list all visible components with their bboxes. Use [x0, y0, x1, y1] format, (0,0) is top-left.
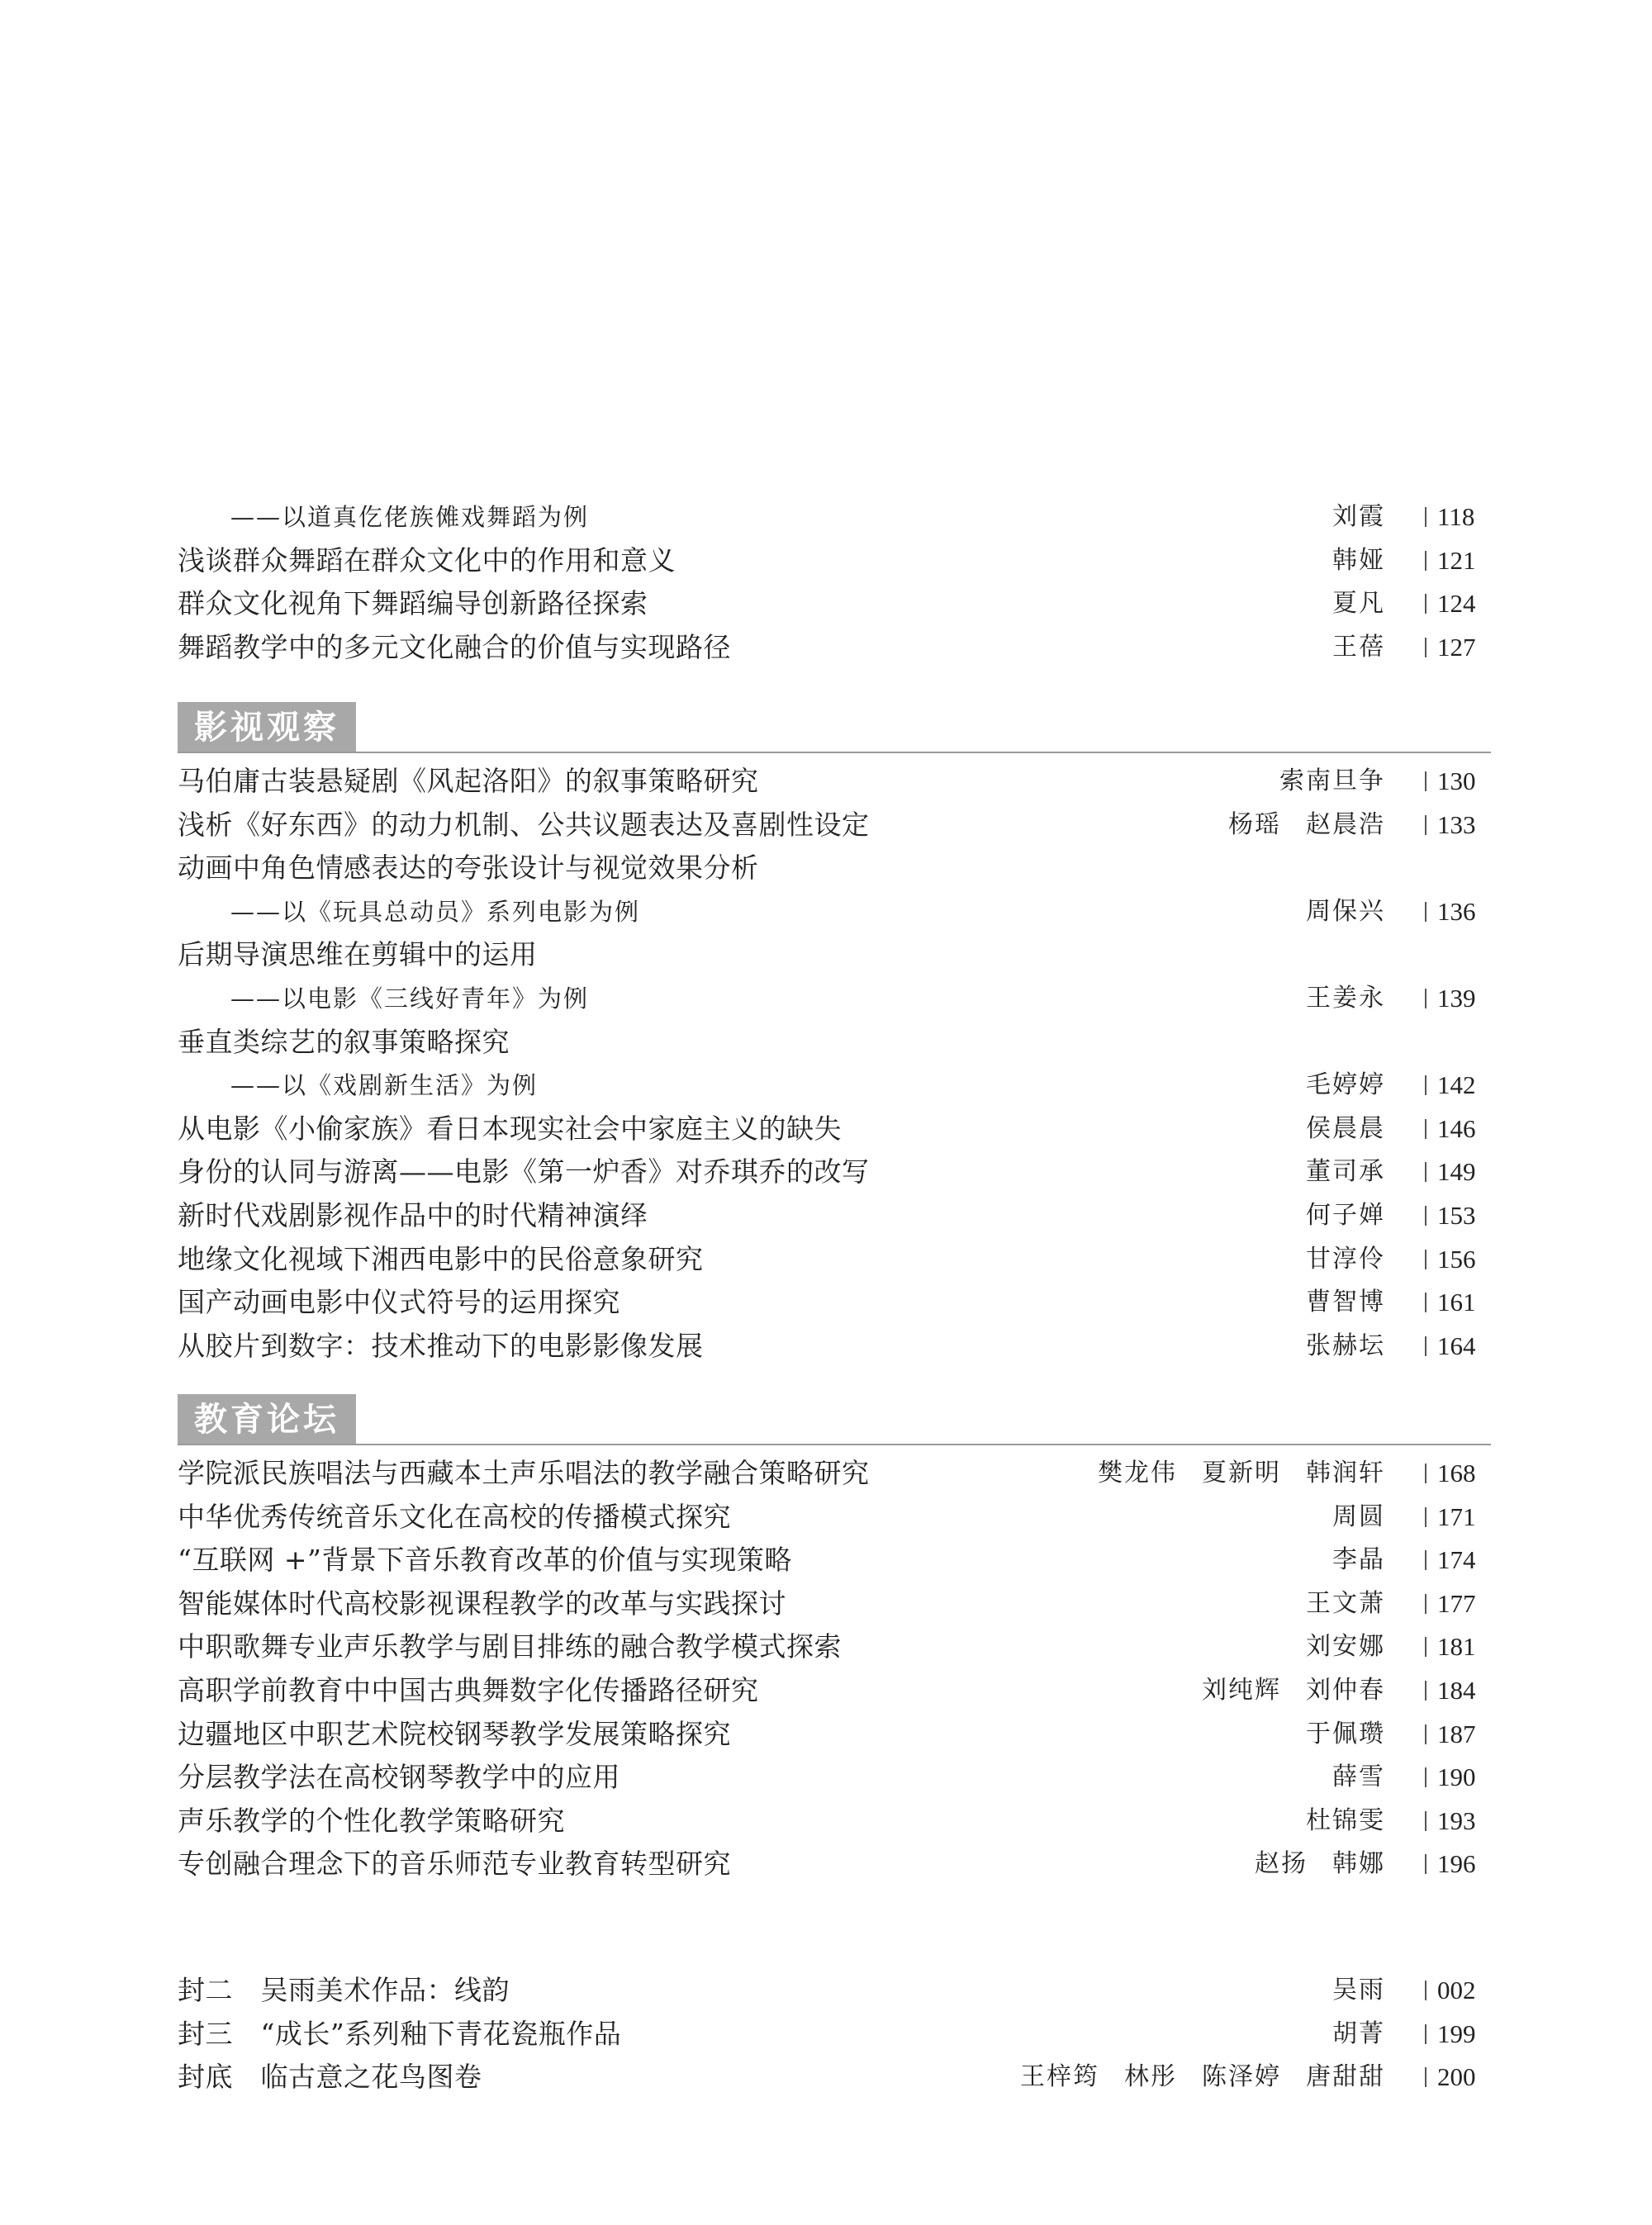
- entry-authors: [1308, 1539, 1385, 1582]
- author-name: 薛雪: [1332, 1762, 1385, 1792]
- page-number: 121: [1437, 545, 1476, 575]
- entry-authors: [1308, 1969, 1385, 2012]
- entry-title: 封二 吴雨美术作品：线韵: [178, 1974, 510, 2006]
- entry-authors: [1281, 1582, 1385, 1625]
- author-name: 王姜永: [1306, 984, 1385, 1013]
- author-name: 胡菁: [1332, 2019, 1385, 2048]
- page-number: 002: [1437, 1976, 1476, 2004]
- entry-title: 专创融合理念下的音乐师范专业教育转型研究: [178, 1848, 731, 1881]
- page-number: 171: [1437, 1502, 1476, 1531]
- toc-entry[interactable]: [178, 847, 1491, 890]
- entry-authors: [1308, 582, 1385, 625]
- toc-entry[interactable]: [178, 2056, 1491, 2099]
- toc-entry[interactable]: [178, 933, 1491, 976]
- author-name: 刘霞: [1332, 502, 1385, 531]
- entry-authors: [1073, 1452, 1385, 1495]
- author-name: 吴雨: [1332, 1976, 1385, 2004]
- toc-entry[interactable]: [178, 804, 1491, 847]
- entry-authors: [1281, 1325, 1385, 1368]
- entry-title: 舞蹈教学中的多元文化融合的价值与实现路径: [178, 630, 731, 663]
- toc-entry[interactable]: [178, 1281, 1491, 1324]
- page-separator: [1425, 989, 1427, 1008]
- page-separator: [1425, 1206, 1427, 1226]
- author-name: 李晶: [1332, 1545, 1385, 1575]
- toc-entry[interactable]: [178, 1238, 1491, 1281]
- entry-title: 学院派民族唱法与西藏本土声乐唱法的教学融合策略研究: [178, 1457, 870, 1489]
- entry-authors: [1281, 1064, 1385, 1107]
- entry-subtitle: ——以道真仡佬族傩戏舞蹈为例: [230, 503, 590, 531]
- page-number: 161: [1437, 1288, 1476, 1317]
- section-header: [178, 702, 1491, 753]
- page-number: 196: [1437, 1849, 1476, 1879]
- page-separator: [1425, 1637, 1427, 1657]
- page-number: 118: [1437, 502, 1475, 531]
- author-name: 刘安娜: [1306, 1632, 1385, 1662]
- entry-authors: [1281, 1150, 1385, 1193]
- entry-title: 中华优秀传统音乐文化在高校的传播模式探究: [178, 1500, 731, 1533]
- toc-entry[interactable]: [178, 1969, 1491, 2012]
- entry-authors: [1281, 1281, 1385, 1324]
- page-number: 177: [1437, 1588, 1476, 1618]
- entry-title: 智能媒体时代高校影视课程教学的改革与实践探讨: [178, 1587, 786, 1620]
- toc-entry[interactable]: [178, 1150, 1491, 1193]
- author-name: 何子婵: [1306, 1201, 1385, 1230]
- page-number: 149: [1437, 1157, 1476, 1187]
- entry-title: 群众文化视角下舞蹈编导创新路径探索: [178, 587, 648, 620]
- entry-authors: [1177, 1669, 1385, 1712]
- page-number: 146: [1437, 1113, 1476, 1143]
- page-separator: [1425, 1550, 1427, 1570]
- entry-title: 垂直类综艺的叙事策略探究: [178, 1025, 510, 1058]
- author-name: 于佩瓒: [1306, 1719, 1385, 1748]
- author-name: 索南旦争: [1279, 766, 1385, 795]
- entry-authors: [1281, 1238, 1385, 1281]
- page-separator: [1425, 1724, 1427, 1744]
- author-name: 林彤: [1124, 2062, 1177, 2092]
- entry-authors: [1203, 804, 1385, 847]
- page-separator: [1425, 1119, 1427, 1139]
- page-separator: [1425, 1811, 1427, 1831]
- entry-authors: [1308, 1756, 1385, 1799]
- entry-title: 浅谈群众舞蹈在群众文化中的作用和意义: [178, 543, 676, 576]
- author-name: 王文萧: [1306, 1588, 1385, 1618]
- toc-entry[interactable]: [178, 1625, 1491, 1668]
- page-separator: [1425, 1336, 1427, 1356]
- entry-subtitle: ——以电影《三线好青年》为例: [230, 984, 590, 1013]
- author-name: 杨瑶: [1228, 809, 1281, 839]
- page-separator: [1425, 2067, 1427, 2087]
- page-separator: [1425, 1293, 1427, 1312]
- author-name: 陈泽婷: [1202, 2062, 1281, 2092]
- page-number: 136: [1437, 896, 1476, 926]
- page-number: 187: [1437, 1719, 1476, 1748]
- entry-title: “互联网 +”背景下音乐教育改革的价值与实现策略: [178, 1544, 792, 1577]
- section-header: [178, 1394, 1491, 1445]
- toc-entry[interactable]: [178, 582, 1491, 625]
- page-number: 156: [1437, 1244, 1476, 1274]
- toc-entry[interactable]: [178, 1021, 1491, 1064]
- entry-authors: [1308, 2013, 1385, 2056]
- page-number: 142: [1437, 1070, 1476, 1100]
- page-separator: [1425, 815, 1427, 835]
- author-name: 韩娜: [1332, 1849, 1385, 1879]
- page-number: 199: [1437, 2019, 1476, 2048]
- author-name: 刘纯辉: [1202, 1676, 1281, 1705]
- page-number: 193: [1437, 1805, 1476, 1835]
- toc-entry[interactable]: [178, 890, 1491, 933]
- page-separator: [1425, 2024, 1427, 2044]
- author-name: 赵晨浩: [1306, 809, 1385, 839]
- author-name: 王梓筠: [1020, 2062, 1099, 2092]
- entry-title: 动画中角色情感表达的夸张设计与视觉效果分析: [178, 852, 759, 885]
- author-name: 夏凡: [1332, 589, 1385, 619]
- entry-title: 高职学前教育中中国古典舞数字化传播路径研究: [178, 1674, 759, 1706]
- page-separator: [1425, 1075, 1427, 1095]
- page-separator: [1425, 507, 1427, 527]
- entry-authors: [995, 2056, 1385, 2099]
- page-number: 130: [1437, 766, 1476, 795]
- page-number: 124: [1437, 589, 1476, 619]
- entry-title: 边疆地区中职艺术院校钢琴教学发展策略探究: [178, 1717, 731, 1750]
- author-name: 董司承: [1306, 1157, 1385, 1187]
- entry-title: 地缘文化视域下湘西电影中的民俗意象研究: [178, 1242, 704, 1275]
- entry-authors: [1308, 496, 1385, 538]
- entry-authors: [1230, 1843, 1385, 1886]
- page-number: 164: [1437, 1331, 1476, 1360]
- author-name: 赵扬: [1255, 1849, 1308, 1879]
- entry-authors: [1255, 760, 1385, 803]
- toc-entry[interactable]: [178, 1582, 1491, 1625]
- author-name: 张赫坛: [1306, 1331, 1385, 1360]
- entry-title: 中职歌舞专业声乐教学与剧目排练的融合教学模式探索: [178, 1630, 842, 1663]
- page-separator: [1425, 551, 1427, 571]
- author-name: 樊龙伟: [1098, 1459, 1177, 1487]
- entry-authors: [1281, 1713, 1385, 1756]
- page-separator: [1425, 1854, 1427, 1874]
- page-separator: [1425, 1250, 1427, 1269]
- page-separator: [1425, 1594, 1427, 1614]
- author-name: 周保兴: [1306, 896, 1385, 926]
- entry-authors: [1308, 626, 1385, 669]
- toc-entry[interactable]: [178, 977, 1491, 1020]
- entry-title: 浅析《好东西》的动力机制、公共议题表达及喜剧性设定: [178, 808, 870, 841]
- entry-title: 从胶片到数字：技术推动下的电影影像发展: [178, 1329, 704, 1362]
- page-number: 190: [1437, 1762, 1476, 1792]
- entry-authors: [1308, 539, 1385, 582]
- page-separator: [1425, 1981, 1427, 2000]
- section-divider-rule: [178, 752, 1491, 753]
- author-name: 韩娅: [1332, 545, 1385, 575]
- toc-entry[interactable]: [178, 1843, 1491, 1886]
- entry-authors: [1281, 1625, 1385, 1668]
- toc-entry[interactable]: [178, 539, 1491, 582]
- entry-authors: [1308, 1496, 1385, 1539]
- entry-title: 分层教学法在高校钢琴教学中的应用: [178, 1761, 620, 1794]
- page-number: 168: [1437, 1459, 1476, 1487]
- toc-entry[interactable]: [178, 1194, 1491, 1237]
- page-number: 181: [1437, 1632, 1476, 1662]
- entry-title: 封底 临古意之花鸟图卷: [178, 2061, 482, 2094]
- entry-authors: [1281, 890, 1385, 933]
- section-divider-rule: [178, 1444, 1491, 1445]
- entry-title: 从电影《小偷家族》看日本现实社会中家庭主义的缺失: [178, 1112, 842, 1145]
- toc-entry[interactable]: [178, 760, 1491, 803]
- entry-authors: [1281, 977, 1385, 1020]
- page-separator: [1425, 638, 1427, 657]
- toc-entry[interactable]: [178, 1756, 1491, 1799]
- author-name: 毛婷婷: [1306, 1070, 1385, 1100]
- entry-title: 马伯庸古装悬疑剧《风起洛阳》的叙事策略研究: [178, 765, 759, 797]
- page-separator: [1425, 902, 1427, 922]
- entry-title: 新时代戏剧影视作品中的时代精神演绎: [178, 1199, 648, 1231]
- author-name: 甘淳伶: [1306, 1244, 1385, 1274]
- page-number: 139: [1437, 984, 1476, 1013]
- page-separator: [1425, 1464, 1427, 1483]
- entry-subtitle: ——以《戏剧新生活》为例: [230, 1071, 539, 1100]
- page-number: 133: [1437, 809, 1476, 839]
- entry-subtitle: ——以《玩具总动员》系列电影为例: [230, 897, 641, 926]
- author-name: 周圆: [1332, 1502, 1385, 1531]
- author-name: 唐甜甜: [1306, 2062, 1385, 2092]
- toc-entry[interactable]: [178, 1713, 1491, 1756]
- page-separator: [1425, 771, 1427, 791]
- section-title: 教育论坛: [178, 1394, 356, 1445]
- toc-entry[interactable]: [178, 1325, 1491, 1368]
- toc-entry[interactable]: [178, 2013, 1491, 2056]
- toc-entry[interactable]: [178, 496, 1491, 538]
- page-number: 184: [1437, 1676, 1476, 1705]
- page-separator: [1425, 1767, 1427, 1787]
- author-name: 王蓓: [1332, 632, 1385, 662]
- entry-title: 声乐教学的个性化教学策略研究: [178, 1804, 565, 1837]
- toc-entry[interactable]: [178, 626, 1491, 669]
- author-name: 侯晨晨: [1306, 1113, 1385, 1143]
- author-name: 夏新明: [1202, 1459, 1281, 1487]
- toc-entry[interactable]: [178, 1108, 1491, 1150]
- page-number: 174: [1437, 1545, 1476, 1575]
- page-separator: [1425, 1507, 1427, 1527]
- author-name: 刘仲春: [1306, 1676, 1385, 1705]
- toc-entry[interactable]: [178, 1496, 1491, 1539]
- author-name: 韩润轩: [1306, 1459, 1385, 1487]
- author-name: 杜锦雯: [1306, 1805, 1385, 1835]
- page-separator: [1425, 1162, 1427, 1182]
- entry-title: 身份的认同与游离——电影《第一炉香》对乔琪乔的改写: [178, 1155, 870, 1188]
- toc-entry[interactable]: [178, 1800, 1491, 1843]
- entry-authors: [1281, 1194, 1385, 1237]
- toc-entry[interactable]: [178, 1669, 1491, 1712]
- page-number: 200: [1437, 2062, 1476, 2092]
- entry-title: 国产动画电影中仪式符号的运用探究: [178, 1286, 620, 1319]
- toc-entry[interactable]: [178, 1064, 1491, 1107]
- section-title: 影视观察: [178, 702, 356, 753]
- author-name: 曹智博: [1306, 1288, 1385, 1317]
- page-number: 127: [1437, 632, 1476, 662]
- page-separator: [1425, 1681, 1427, 1701]
- entry-authors: [1281, 1108, 1385, 1150]
- page-number: 153: [1437, 1201, 1476, 1230]
- entry-title: 封三 “成长”系列釉下青花瓷瓶作品: [178, 2017, 622, 2050]
- entry-title: 后期导演思维在剪辑中的运用: [178, 938, 538, 971]
- toc-entry[interactable]: [178, 1452, 1491, 1495]
- page-separator: [1425, 594, 1427, 614]
- entry-authors: [1281, 1800, 1385, 1843]
- toc-entry[interactable]: [178, 1539, 1491, 1582]
